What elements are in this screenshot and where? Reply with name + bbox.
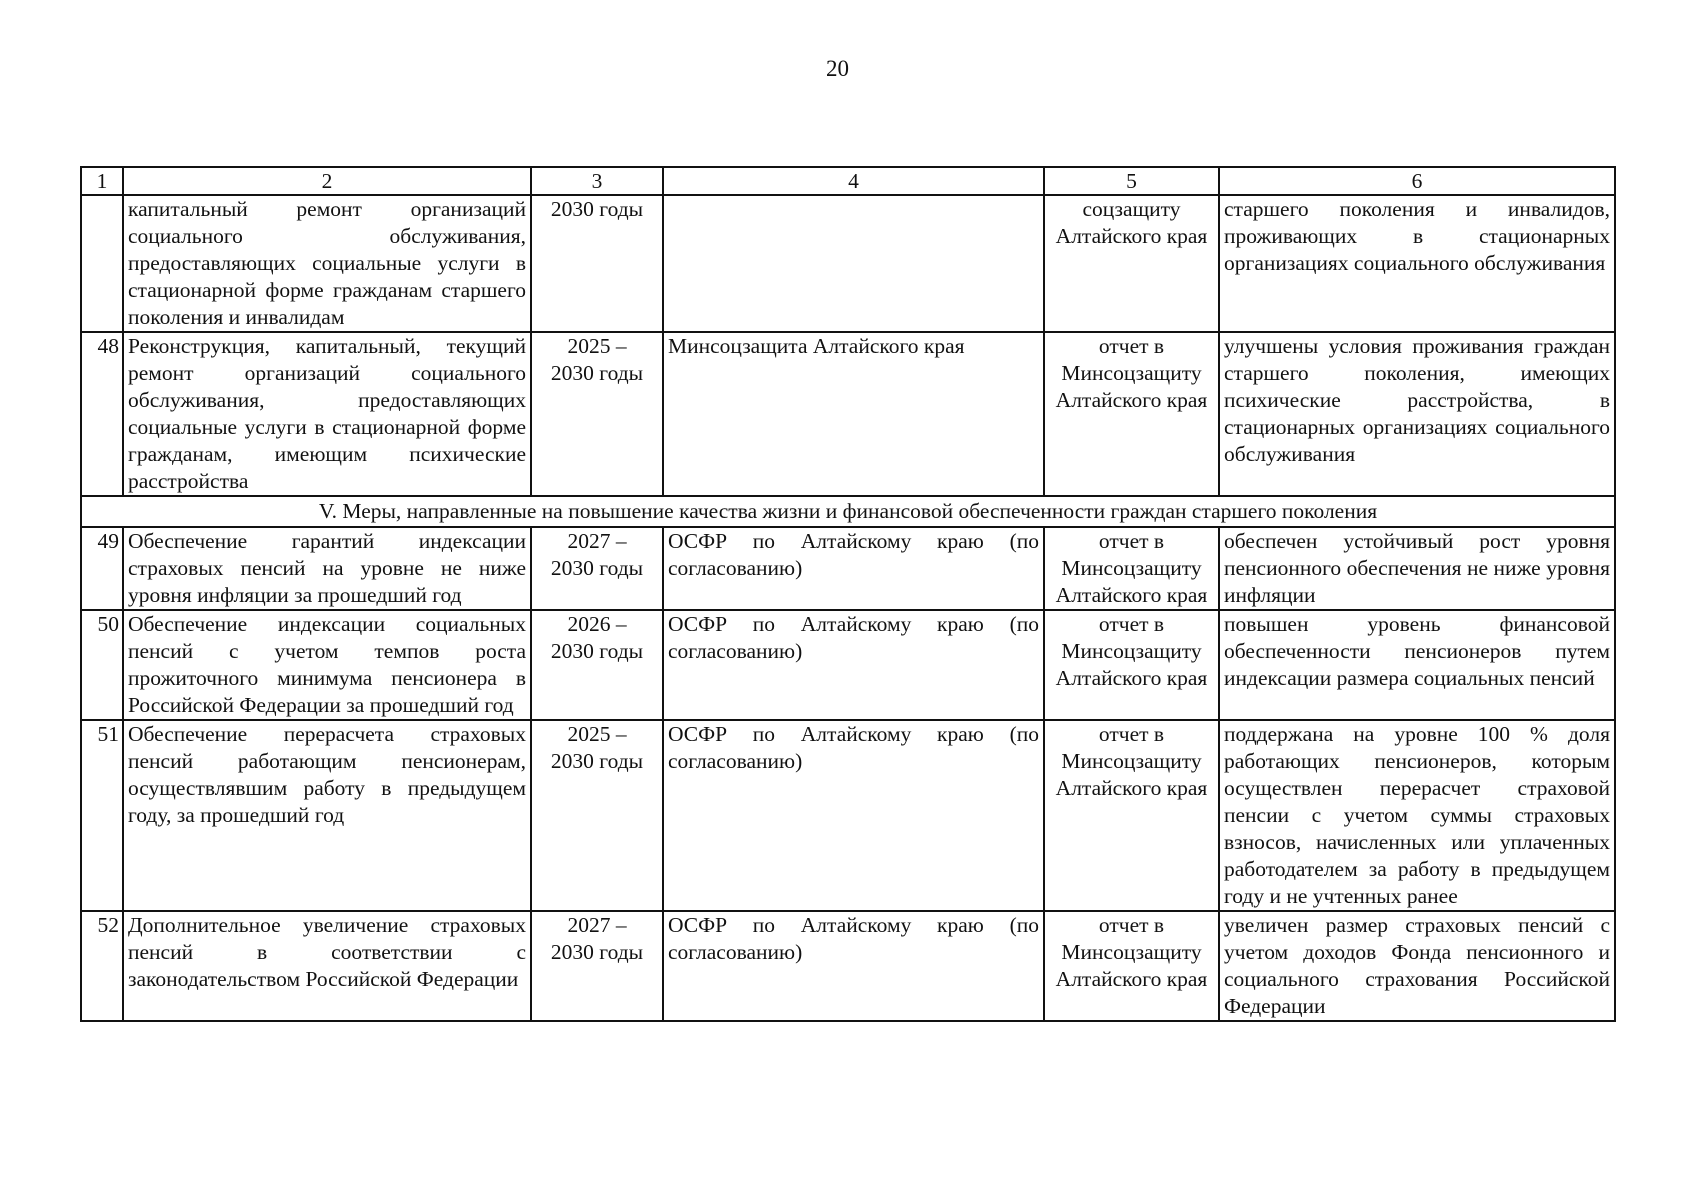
table-row [81, 332, 1615, 496]
row-number [81, 195, 123, 332]
table-row [81, 195, 1615, 332]
measure-text: Реконструкция, капитальный, текущий ремонт организаций социального обслуживания, предоставляющих социальные услуги в стационарной форме гражданам, имеющим психические расстройства [123, 332, 531, 496]
row-number: 49 [81, 527, 123, 610]
period-text: 2026 – 2030 годы [531, 610, 663, 720]
column-number-cell: 4 [663, 167, 1044, 195]
period-text: 2027 – 2030 годы [531, 527, 663, 610]
reporting-text: отчет в Минсоцзащиту Алтайского края [1044, 911, 1219, 1021]
row-number: 48 [81, 332, 123, 496]
measure-text: Обеспечение индексации социальных пенсий с учетом темпов роста прожиточного минимума пенсионера в Российской Федерации за прошедший год [123, 610, 531, 720]
row-number: 50 [81, 610, 123, 720]
result-text: повышен уровень финансовой обеспеченности пенсионеров путем индексации размера социальных пенсий [1219, 610, 1615, 720]
reporting-text: отчет в Минсоцзащиту Алтайского края [1044, 610, 1219, 720]
reporting-text: отчет в Минсоцзащиту Алтайского края [1044, 720, 1219, 911]
executor-text: ОСФР по Алтайскому краю (по согласованию) [663, 527, 1044, 610]
reporting-text: соцзащиту Алтайского края [1044, 195, 1219, 332]
column-number-row [81, 167, 1615, 195]
period-text: 2025 – 2030 годы [531, 720, 663, 911]
table-row [81, 610, 1615, 720]
result-text: улучшены условия проживания граждан старшего поколения, имеющих психические расстройства, в стационарных организациях социального обслуживания [1219, 332, 1615, 496]
measure-text: Обеспечение перерасчета страховых пенсий работающим пенсионерам, осуществлявшим работу в предыдущем году, за прошедший год [123, 720, 531, 911]
measure-text: Дополнительное увеличение страховых пенсий в соответствии с законодательством Российской Федерации [123, 911, 531, 1021]
section-title: V. Меры, направленные на повышение качества жизни и финансовой обеспеченности граждан старшего поколения [81, 496, 1615, 527]
period-text: 2027 – 2030 годы [531, 911, 663, 1021]
measure-text: Обеспечение гарантий индексации страховых пенсий на уровне не ниже уровня инфляции за прошедший год [123, 527, 531, 610]
page-number: 20 [826, 56, 849, 81]
period-text: 2030 годы [531, 195, 663, 332]
table-row [81, 911, 1615, 1021]
executor-text [663, 195, 1044, 332]
reporting-text: отчет в Минсоцзащиту Алтайского края [1044, 332, 1219, 496]
executor-text: ОСФР по Алтайскому краю (по согласованию) [663, 720, 1044, 911]
executor-text: ОСФР по Алтайскому краю (по согласованию) [663, 610, 1044, 720]
measure-text: капитальный ремонт организаций социального обслуживания, предоставляющих социальные услуги в стационарной форме гражданам старшего поколения и инвалидам [123, 195, 531, 332]
measures-table [80, 166, 1616, 1022]
result-text: увеличен размер страховых пенсий с учетом доходов Фонда пенсионного и социального страхования Российской Федерации [1219, 911, 1615, 1021]
column-number-cell: 2 [123, 167, 531, 195]
table-row [81, 720, 1615, 911]
period-text: 2025 – 2030 годы [531, 332, 663, 496]
column-number-cell: 6 [1219, 167, 1615, 195]
row-number: 51 [81, 720, 123, 911]
measures-table-body [81, 167, 1615, 1021]
column-number-cell: 5 [1044, 167, 1219, 195]
result-text: поддержана на уровне 100 % доля работающих пенсионеров, которым осуществлен перерасчет страховой пенсии с учетом суммы страховых взносов, начисленных или уплаченных работодателем за работу в предыдущем году и не учтенных ранее [1219, 720, 1615, 911]
executor-text: Минсоцзащита Алтайского края [663, 332, 1044, 496]
reporting-text: отчет в Минсоцзащиту Алтайского края [1044, 527, 1219, 610]
table-row [81, 527, 1615, 610]
result-text: обеспечен устойчивый рост уровня пенсионного обеспечения не ниже уровня инфляции [1219, 527, 1615, 610]
result-text: старшего поколения и инвалидов, проживающих в стационарных организациях социального обслуживания [1219, 195, 1615, 332]
section-row [81, 496, 1615, 527]
column-number-cell: 1 [81, 167, 123, 195]
row-number: 52 [81, 911, 123, 1021]
column-number-cell: 3 [531, 167, 663, 195]
executor-text: ОСФР по Алтайскому краю (по согласованию) [663, 911, 1044, 1021]
